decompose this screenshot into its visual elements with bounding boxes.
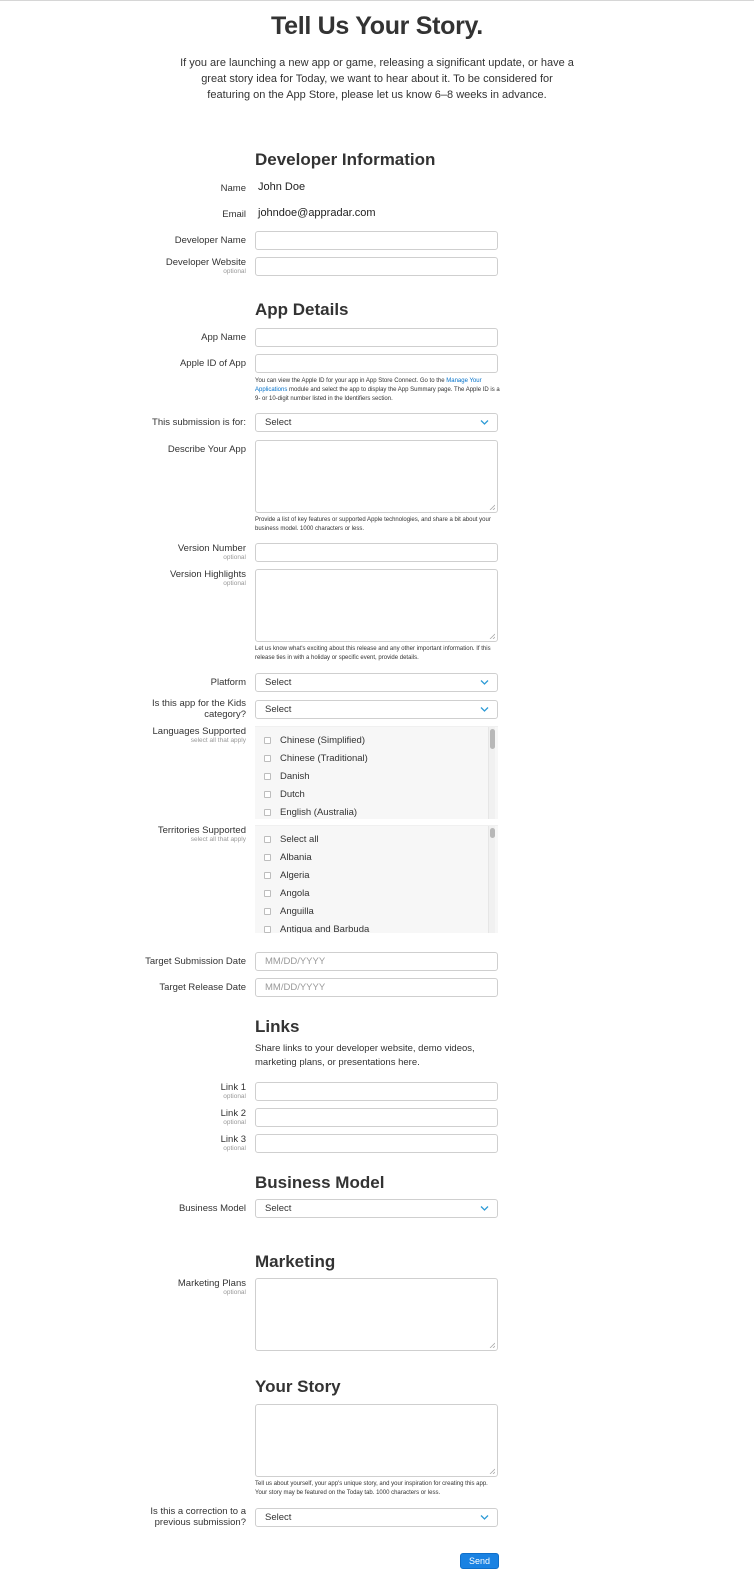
version-number-label: [106, 543, 246, 562]
resize-grip-icon[interactable]: [489, 1342, 495, 1348]
version-highlights-label-text: Version Highlights: [169, 569, 246, 580]
checkbox[interactable]: [264, 791, 271, 798]
select-all-hint: select all that apply: [190, 836, 246, 843]
link2-label: [106, 1108, 246, 1127]
describe-label: Describe Your App: [167, 444, 246, 455]
languages-scrollbar[interactable]: [488, 727, 495, 819]
chevron-down-icon: [479, 1512, 490, 1523]
link3-label: [106, 1134, 246, 1153]
correction-label: Is this a correction to a previous submission?: [150, 1506, 246, 1528]
territory-option-label: Angola: [280, 888, 310, 899]
target-release-label: Target Release Date: [159, 982, 246, 993]
name-value: John Doe: [258, 181, 306, 193]
apple-id-help: [255, 377, 501, 404]
territory-option-label: Antigua and Barbuda: [280, 924, 370, 933]
email-value: johndoe@appradar.com: [258, 207, 376, 219]
link3-input[interactable]: [255, 1134, 498, 1153]
page-intro: If you are launching a new app or game, releasing a significant update, or have a great story idea for Today, we want to hear about it. To be considered for featuring on the App Store, please let us know 6–8 weeks in advance.: [180, 57, 574, 101]
scroll-thumb[interactable]: [490, 828, 495, 838]
business-model-label: Business Model: [178, 1203, 246, 1214]
submission-label: This submission is for:: [152, 417, 246, 428]
checkbox[interactable]: [264, 908, 271, 915]
app-details-section-title: App Details: [255, 300, 349, 319]
version-highlights-textarea[interactable]: [255, 569, 498, 642]
apple-id-input[interactable]: [255, 354, 498, 373]
correction-select[interactable]: [255, 1508, 498, 1527]
app-name-input[interactable]: [255, 328, 498, 347]
apple-id-help-text-2: module and select the app to display the App Summary page. The Apple ID is a 9- or 10-digit number listed in the Identifiers section.: [255, 387, 500, 402]
checkbox[interactable]: [264, 854, 271, 861]
platform-select[interactable]: [255, 673, 498, 692]
language-option-label: Danish: [280, 771, 310, 782]
send-button[interactable]: Send: [460, 1553, 499, 1569]
story-section-title: Your Story: [255, 1377, 341, 1396]
kids-select-value: Select: [265, 704, 292, 715]
chevron-down-icon: [479, 704, 490, 715]
story-textarea[interactable]: [255, 1404, 498, 1477]
describe-textarea[interactable]: [255, 440, 498, 513]
link3-label-text: Link 3: [220, 1134, 246, 1145]
story-help: Tell us about yourself, your app's unique story, and your inspiration for creating this app. Your story may be featured on the Today tab. 1000 characters or less.: [255, 1481, 488, 1496]
apple-id-help-text-1: You can view the Apple ID for your app in App Store Connect. Go to the: [255, 378, 447, 384]
email-label: Email: [222, 209, 246, 220]
page-title: Tell Us Your Story.: [271, 12, 483, 40]
chevron-down-icon: [479, 677, 490, 688]
target-submission-date-input[interactable]: MM/DD/YYYY: [255, 952, 498, 971]
checkbox[interactable]: [264, 737, 271, 744]
language-option-label: Chinese (Simplified): [280, 735, 366, 746]
target-release-date-input[interactable]: MM/DD/YYYY: [255, 978, 498, 997]
languages-listbox[interactable]: [255, 726, 498, 819]
territory-option-label: Albania: [280, 852, 312, 863]
territories-scrollbar[interactable]: [488, 826, 495, 933]
scroll-thumb[interactable]: [490, 729, 495, 749]
checkbox[interactable]: [264, 773, 271, 780]
developer-section-title: Developer Information: [255, 150, 436, 169]
developer-website-label-text: Developer Website: [165, 257, 246, 268]
platform-label: Platform: [210, 677, 246, 688]
language-option-label: English (Australia): [280, 807, 358, 818]
app-name-label: App Name: [201, 332, 246, 343]
territories-label-text: Territories Supported: [157, 825, 246, 836]
kids-select[interactable]: [255, 700, 498, 719]
links-section-title: Links: [255, 1017, 300, 1036]
resize-grip-icon[interactable]: [489, 633, 495, 639]
checkbox[interactable]: [264, 890, 271, 897]
resize-grip-icon[interactable]: [489, 504, 495, 510]
optional-hint: optional: [223, 554, 246, 561]
target-submission-label: Target Submission Date: [145, 956, 246, 967]
link2-label-text: Link 2: [220, 1108, 246, 1119]
optional-hint: optional: [223, 268, 246, 275]
apple-id-label: Apple ID of App: [179, 358, 246, 369]
languages-label: [106, 726, 246, 745]
platform-select-value: Select: [265, 677, 292, 688]
version-highlights-help: Let us know what's exciting about this release and any other important information. If this release ties in with a holiday or specific event, provide details.: [255, 646, 491, 661]
link1-input[interactable]: [255, 1082, 498, 1101]
territory-option-label: Algeria: [280, 870, 310, 881]
top-divider: [0, 0, 754, 1]
resize-grip-icon[interactable]: [489, 1468, 495, 1474]
optional-hint: optional: [223, 1145, 246, 1152]
territory-option-label: Select all: [280, 834, 319, 845]
links-description: Share links to your developer website, demo videos, marketing plans, or presentations here.: [255, 1043, 475, 1068]
languages-label-text: Languages Supported: [152, 726, 246, 737]
chevron-down-icon: [479, 1203, 490, 1214]
submission-select[interactable]: [255, 413, 498, 432]
marketing-plans-label-text: Marketing Plans: [177, 1278, 246, 1289]
optional-hint: optional: [223, 1119, 246, 1126]
optional-hint: optional: [223, 580, 246, 587]
version-number-input[interactable]: [255, 543, 498, 562]
submission-select-value: Select: [265, 417, 292, 428]
kids-label: Is this app for the Kids category?: [152, 698, 246, 720]
business-model-select-value: Select: [265, 1203, 292, 1214]
correction-select-value: Select: [265, 1512, 292, 1523]
checkbox[interactable]: [264, 836, 271, 843]
optional-hint: optional: [223, 1289, 246, 1296]
checkbox[interactable]: [264, 926, 271, 933]
developer-name-label: Developer Name: [174, 235, 246, 246]
optional-hint: optional: [223, 1093, 246, 1100]
name-label: Name: [220, 183, 246, 194]
select-all-hint: select all that apply: [190, 737, 246, 744]
checkbox[interactable]: [264, 809, 271, 816]
describe-help: Provide a list of key features or supported Apple technologies, and share a bit about your business model. 1000 characters or less.: [255, 517, 491, 532]
version-highlights-label: [106, 569, 246, 588]
checkbox[interactable]: [264, 755, 271, 762]
territories-listbox[interactable]: [255, 825, 498, 933]
marketing-plans-textarea[interactable]: [255, 1278, 498, 1351]
link1-label: [106, 1082, 246, 1101]
chevron-down-icon: [479, 417, 490, 428]
link2-input[interactable]: [255, 1108, 498, 1127]
territory-option-label: Anguilla: [280, 906, 314, 917]
link1-label-text: Link 1: [220, 1082, 246, 1093]
developer-website-label: [106, 257, 246, 276]
version-number-label-text: Version Number: [177, 543, 246, 554]
business-model-select[interactable]: [255, 1199, 498, 1218]
marketing-plans-label: [106, 1278, 246, 1297]
language-option-label: Dutch: [280, 789, 305, 800]
developer-name-input[interactable]: [255, 231, 498, 250]
territories-label: [106, 825, 246, 844]
business-section-title: Business Model: [255, 1173, 385, 1192]
checkbox[interactable]: [264, 872, 271, 879]
manage-applications-link[interactable]: Manage Your Applications: [255, 378, 482, 393]
developer-website-input[interactable]: [255, 257, 498, 276]
marketing-section-title: Marketing: [255, 1252, 336, 1271]
language-option-label: Chinese (Traditional): [280, 753, 368, 764]
